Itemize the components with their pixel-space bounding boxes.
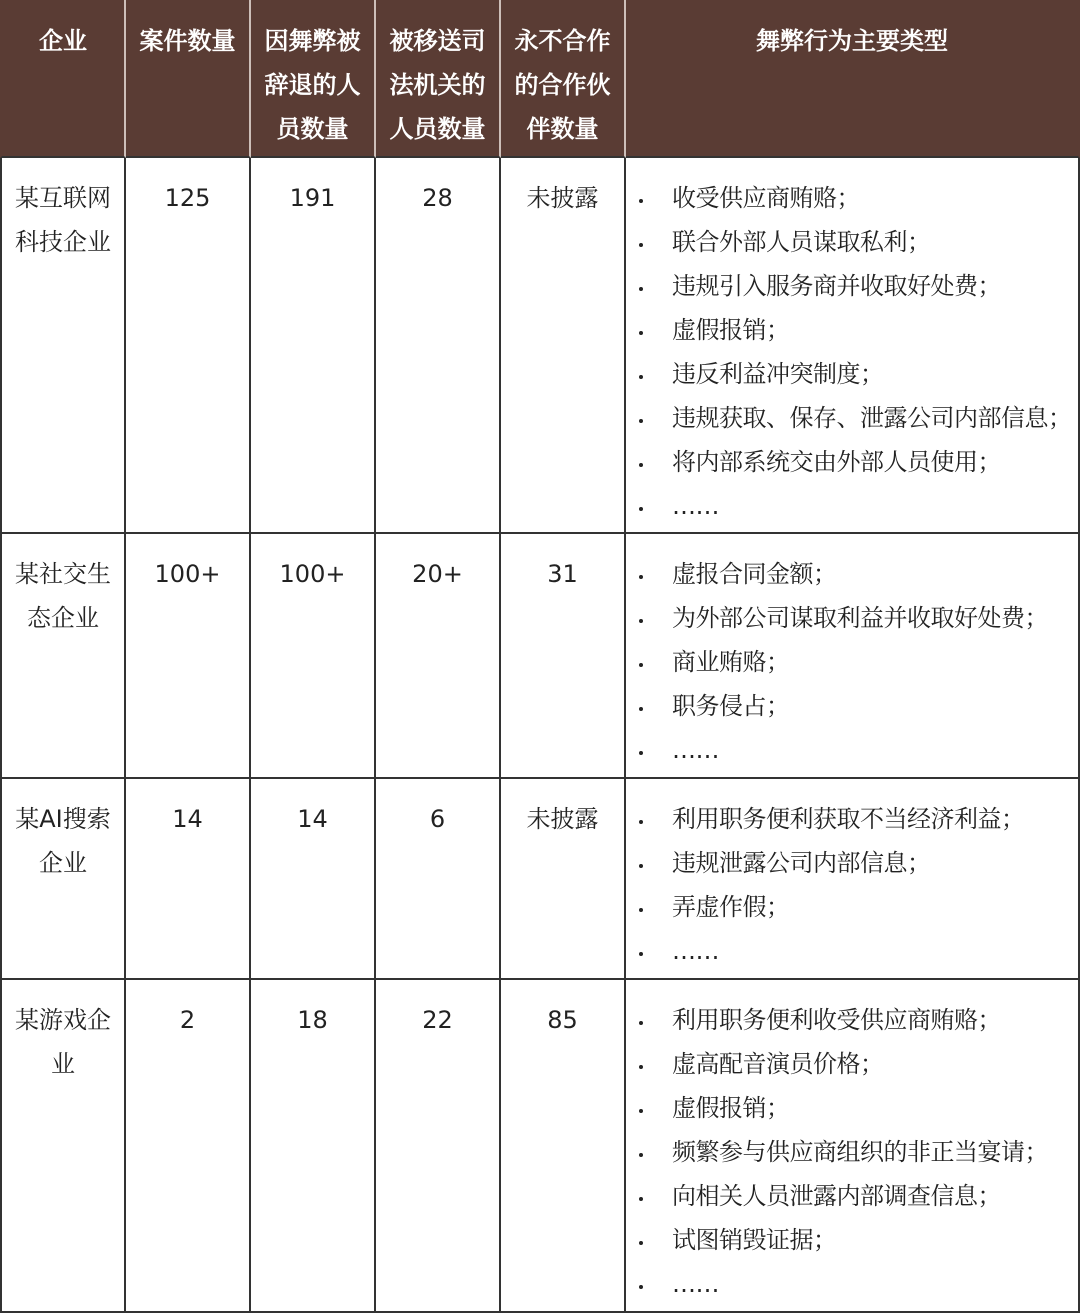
fraud-type-item [672, 684, 1078, 728]
dismissed-count-cell: 100+ [251, 534, 376, 779]
fraud-type-item [672, 176, 1078, 220]
header-fraud-types: 舞弊行为主要类型 [626, 0, 1080, 158]
bullet-icon [639, 1021, 643, 1025]
bullet-icon [639, 243, 643, 247]
fraud-type-item [672, 929, 1078, 973]
fraud-type-item [672, 998, 1078, 1042]
fraud-type-text: …… [672, 492, 719, 520]
bullet-icon [639, 908, 643, 912]
bullet-icon [639, 619, 643, 623]
blacklisted-partner-count-cell: 未披露 [501, 779, 626, 980]
fraud-type-text: 违规获取、保存、泄露公司内部信息； [672, 404, 1072, 432]
bullet-icon [639, 1065, 643, 1069]
fraud-type-text: 试图销毁证据； [672, 1226, 837, 1254]
bullet-icon [639, 199, 643, 203]
blacklisted-partner-count-cell: 85 [501, 980, 626, 1313]
fraud-types-cell [626, 534, 1080, 779]
fraud-type-item [672, 1130, 1078, 1174]
header-company: 企业 [0, 0, 126, 158]
company-cell: 某游戏企业 [0, 980, 126, 1313]
fraud-type-item [672, 1218, 1078, 1262]
fraud-type-item [672, 1042, 1078, 1086]
judicial-referral-count-cell: 20+ [376, 534, 501, 779]
bullet-icon [639, 1197, 643, 1201]
bullet-icon [639, 1109, 643, 1113]
company-cell: 某社交生态企业 [0, 534, 126, 779]
fraud-type-text: 利用职务便利收受供应商贿赂； [672, 1006, 1001, 1034]
bullet-icon [639, 952, 643, 956]
fraud-type-text: 利用职务便利获取不当经济利益； [672, 805, 1025, 833]
fraud-type-item [672, 396, 1078, 440]
fraud-type-text: …… [672, 1270, 719, 1298]
fraud-type-item [672, 352, 1078, 396]
fraud-type-text: 违反利益冲突制度； [672, 360, 884, 388]
fraud-type-text: 频繁参与供应商组织的非正当宴请； [672, 1138, 1048, 1166]
fraud-type-item [672, 440, 1078, 484]
fraud-type-text: 弄虚作假； [672, 893, 790, 921]
blacklisted-partner-count-cell: 未披露 [501, 158, 626, 534]
blacklisted-partner-count-cell: 31 [501, 534, 626, 779]
company-cell: 某互联网科技企业 [0, 158, 126, 534]
fraud-type-text: 收受供应商贿赂； [672, 184, 860, 212]
fraud-type-item [672, 596, 1078, 640]
case-count-cell: 2 [126, 980, 251, 1313]
fraud-types-cell [626, 158, 1080, 534]
dismissed-count-cell: 18 [251, 980, 376, 1313]
fraud-type-text: 将内部系统交由外部人员使用； [672, 448, 1001, 476]
fraud-type-text: 职务侵占； [672, 692, 790, 720]
bullet-icon [639, 751, 643, 755]
bullet-icon [639, 463, 643, 467]
fraud-type-item [672, 308, 1078, 352]
judicial-referral-count-cell: 22 [376, 980, 501, 1313]
bullet-icon [639, 1153, 643, 1157]
fraud-type-item [672, 1086, 1078, 1130]
fraud-type-text: 向相关人员泄露内部调查信息； [672, 1182, 1001, 1210]
fraud-type-text: 商业贿赂； [672, 648, 790, 676]
bullet-icon [639, 663, 643, 667]
fraud-type-list [672, 998, 1078, 1306]
fraud-type-item [672, 841, 1078, 885]
bullet-icon [639, 575, 643, 579]
dismissed-count-cell: 14 [251, 779, 376, 980]
bullet-icon [639, 419, 643, 423]
dismissed-count-cell: 191 [251, 158, 376, 534]
fraud-type-item [672, 552, 1078, 596]
fraud-type-list [672, 176, 1078, 528]
fraud-type-text: 违规泄露公司内部信息； [672, 849, 931, 877]
case-count-cell: 125 [126, 158, 251, 534]
fraud-type-text: 虚假报销； [672, 316, 790, 344]
bullet-icon [639, 864, 643, 868]
fraud-type-item [672, 484, 1078, 528]
fraud-type-text: …… [672, 736, 719, 764]
bullet-icon [639, 287, 643, 291]
fraud-type-item [672, 264, 1078, 308]
bullet-icon [639, 375, 643, 379]
case-count-cell: 100+ [126, 534, 251, 779]
fraud-type-text: 虚假报销； [672, 1094, 790, 1122]
fraud-type-item [672, 640, 1078, 684]
fraud-type-text: 联合外部人员谋取私利； [672, 228, 931, 256]
header-case-count: 案件数量 [126, 0, 251, 158]
header-judicial-referral-count: 被移送司法机关的人员数量 [376, 0, 501, 158]
header-dismissed-count: 因舞弊被辞退的人员数量 [251, 0, 376, 158]
judicial-referral-count-cell: 28 [376, 158, 501, 534]
bullet-icon [639, 1285, 643, 1289]
fraud-type-text: 为外部公司谋取利益并收取好处费； [672, 604, 1048, 632]
fraud-types-cell [626, 779, 1080, 980]
fraud-type-text: 虚高配音演员价格； [672, 1050, 884, 1078]
case-count-cell: 14 [126, 779, 251, 980]
company-cell: 某AI搜索企业 [0, 779, 126, 980]
bullet-icon [639, 1241, 643, 1245]
bullet-icon [639, 707, 643, 711]
fraud-type-item [672, 1174, 1078, 1218]
bullet-icon [639, 820, 643, 824]
fraud-types-cell [626, 980, 1080, 1313]
fraud-type-list [672, 797, 1078, 973]
header-blacklisted-partner-count: 永不合作的合作伙伴数量 [501, 0, 626, 158]
bullet-icon [639, 331, 643, 335]
fraud-type-item [672, 797, 1078, 841]
fraud-type-text: 虚报合同金额； [672, 560, 837, 588]
fraud-type-text: …… [672, 937, 719, 965]
fraud-type-item [672, 220, 1078, 264]
judicial-referral-count-cell: 6 [376, 779, 501, 980]
fraud-type-item [672, 885, 1078, 929]
fraud-type-item [672, 728, 1078, 772]
bullet-icon [639, 507, 643, 511]
fraud-type-item [672, 1262, 1078, 1306]
fraud-type-list [672, 552, 1078, 772]
fraud-type-text: 违规引入服务商并收取好处费； [672, 272, 1001, 300]
